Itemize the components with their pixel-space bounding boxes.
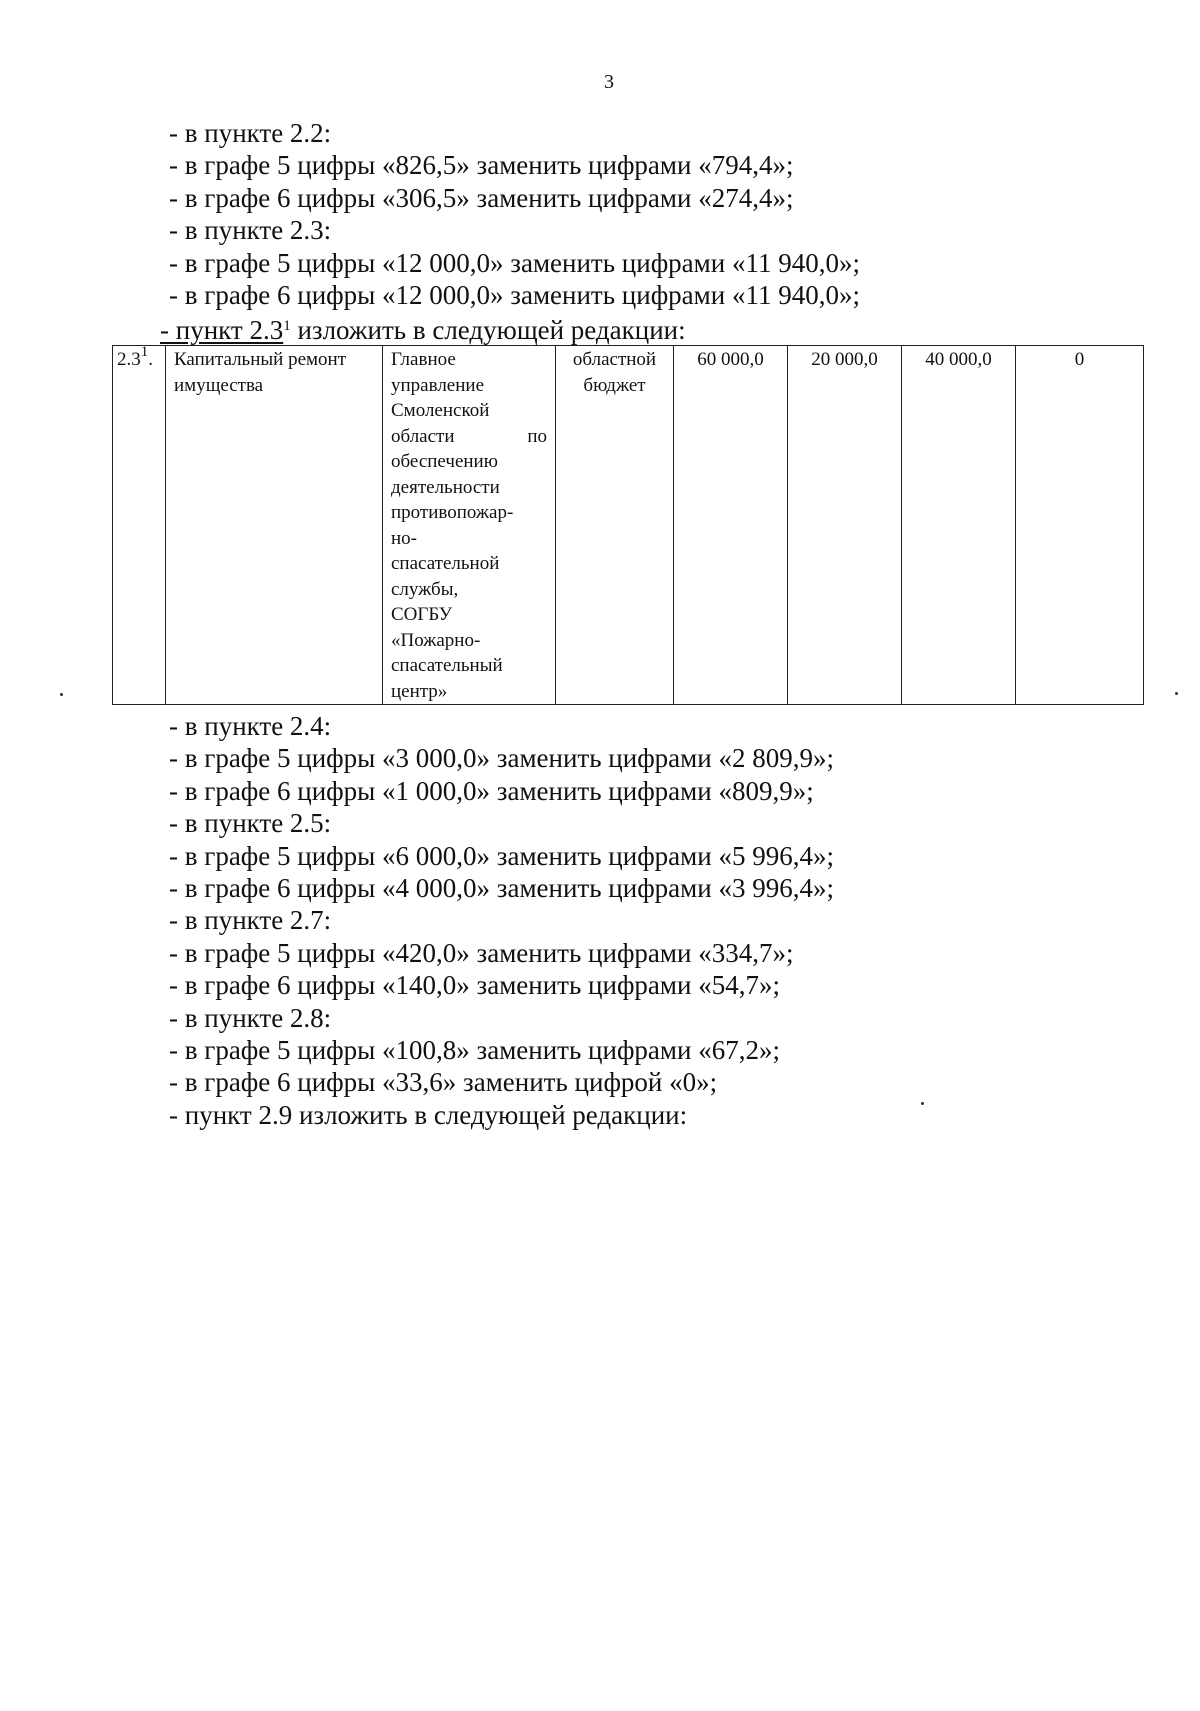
executor-line: управление xyxy=(391,374,485,396)
amendment-line: - в графе 5 цифры «826,5» заменить цифрами «794,4»; xyxy=(169,150,794,181)
item-heading-prefix: - пункт 2.3 xyxy=(160,315,284,345)
amendment-line: - в графе 6 цифры «33,6» заменить цифрой «0»; xyxy=(169,1067,718,1098)
amendment-line: - в графе 6 цифры «12 000,0» заменить цифрами «11 940,0»; xyxy=(169,280,860,311)
executor-line: обеспечению xyxy=(391,451,498,472)
amendment-line: - в графе 6 цифры «306,5» заменить цифрами «274,4»; xyxy=(169,182,794,213)
row-number: 2.3 xyxy=(117,349,141,370)
amendments-top xyxy=(169,117,1069,311)
amendment-line: - в пункте 2.3: xyxy=(169,215,332,246)
executor-line: Смоленской xyxy=(391,400,490,421)
scan-speck xyxy=(60,693,63,696)
executor-line: но- xyxy=(391,527,417,549)
amendment-line: - в графе 6 цифры «1 000,0» заменить цифрами «809,9»; xyxy=(169,775,814,806)
cell-year-3: 0 xyxy=(1016,346,1144,705)
amendment-line: - в пункте 2.5: xyxy=(169,808,332,839)
amendment-line: - в графе 5 цифры «12 000,0» заменить цифрами «11 940,0»; xyxy=(169,247,860,278)
executor-line: спасательной xyxy=(391,553,500,574)
cell-executor xyxy=(383,346,556,705)
amendment-line: - в пункте 2.7: xyxy=(169,905,332,936)
amendment-line: - в графе 6 цифры «140,0» заменить цифрами «54,7»; xyxy=(169,970,780,1001)
amendment-line: - пункт 2.9 изложить в следующей редакции: xyxy=(169,1099,688,1130)
amendment-line: - в графе 5 цифры «420,0» заменить цифрами «334,7»; xyxy=(169,937,794,968)
executor-line: Главное xyxy=(391,349,456,370)
table-row xyxy=(113,346,1144,705)
cell-total: 60 000,0 xyxy=(674,346,788,705)
item-heading-superscript: 1 xyxy=(283,318,291,334)
executor-line: центр» xyxy=(391,680,448,702)
amendment-line: - в графе 5 цифры «3 000,0» заменить цифрами «2 809,9»; xyxy=(169,743,834,774)
row-number-superscript: 1 xyxy=(140,344,149,360)
page-number: 3 xyxy=(604,71,614,93)
scan-speck xyxy=(921,1102,924,1105)
executor-line: области по xyxy=(391,425,547,447)
executor-line: «Пожарно- xyxy=(391,629,481,651)
scan-speck xyxy=(1175,692,1178,695)
executor-line: службы, xyxy=(391,578,459,600)
amendment-line: - в пункте 2.8: xyxy=(169,1002,332,1033)
amendment-line: - в графе 5 цифры «100,8» заменить цифрами «67,2»; xyxy=(169,1035,780,1066)
amendment-line: - в пункте 2.4: xyxy=(169,711,332,741)
amendment-line: - в графе 5 цифры «6 000,0» заменить цифрами «5 996,4»; xyxy=(169,840,834,871)
cell-year-2: 40 000,0 xyxy=(902,346,1016,705)
amendment-table xyxy=(112,345,1144,705)
cell-number xyxy=(113,346,166,705)
amendment-line: - в графе 6 цифры «4 000,0» заменить цифрами «3 996,4»; xyxy=(169,873,834,904)
executor-line: противопожар- xyxy=(391,502,514,523)
executor-line: СОГБУ xyxy=(391,604,453,625)
row-number-suffix: . xyxy=(148,349,153,370)
amendments-bottom xyxy=(169,710,1069,1131)
item-heading-suffix: изложить в следующей редакции: xyxy=(290,315,686,345)
cell-name: Капитальный ремонт имущества xyxy=(166,346,383,705)
executor-line: деятельности xyxy=(391,476,500,498)
cell-year-1: 20 000,0 xyxy=(788,346,902,705)
item-heading xyxy=(160,314,686,346)
cell-source: областной бюджет xyxy=(556,346,674,705)
amendment-line: - в пункте 2.2: xyxy=(169,118,332,148)
executor-line: спасательный xyxy=(391,655,503,676)
